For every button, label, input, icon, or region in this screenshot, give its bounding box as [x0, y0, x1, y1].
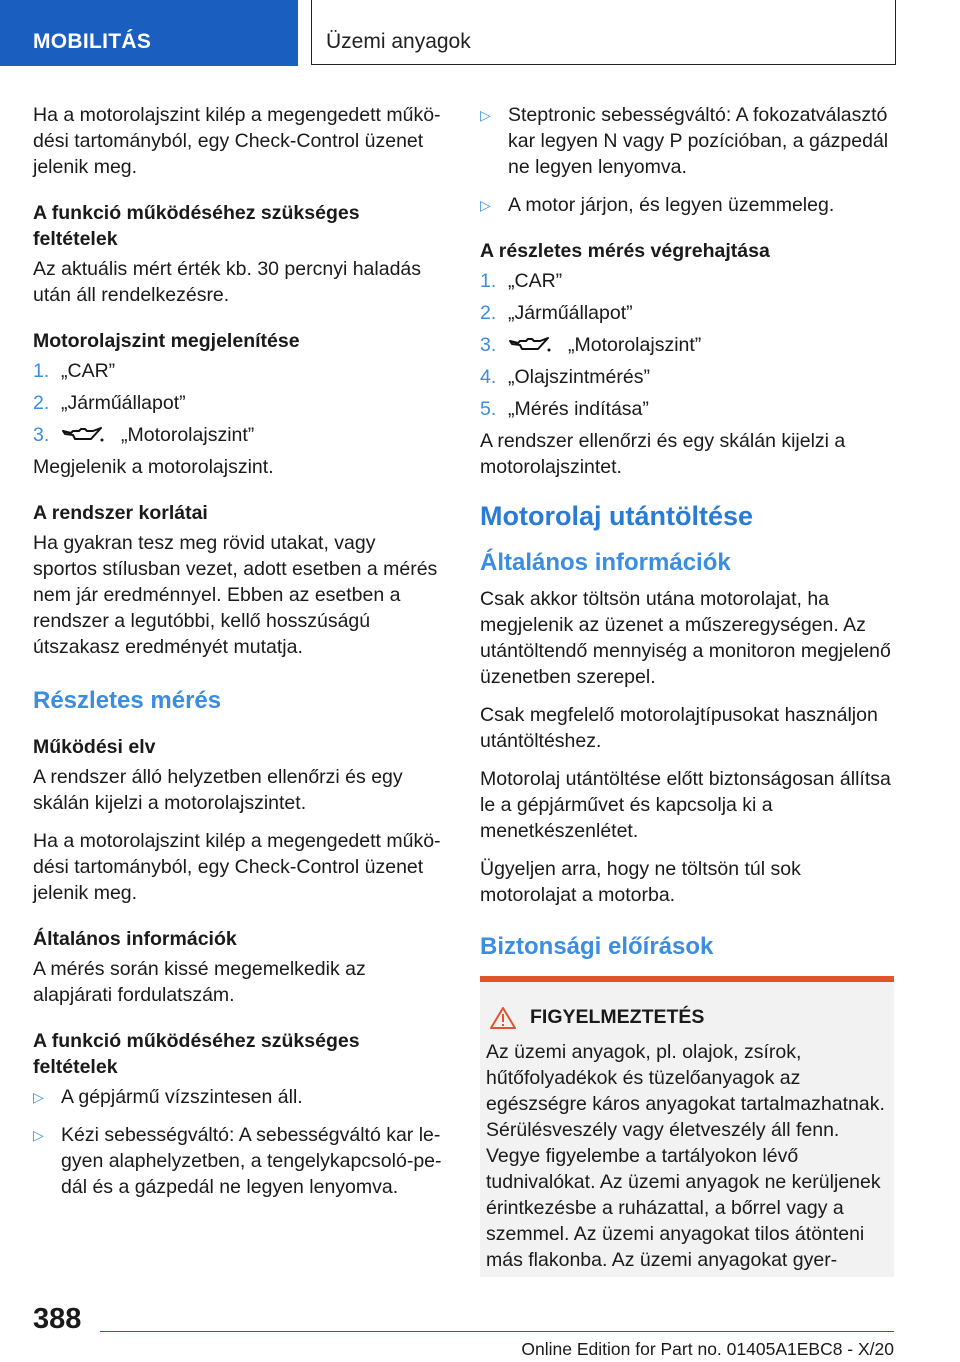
triangle-bullet-icon: ▷	[480, 107, 491, 123]
warning-title-row	[486, 1006, 886, 1029]
paragraph: A mérés során kissé megemelkedik az alapjárati fordulatszám.	[33, 958, 366, 1006]
triangle-bullet-icon: ▷	[480, 197, 491, 213]
list-item	[480, 268, 894, 294]
step-number: 1.	[33, 360, 50, 382]
footer-rule	[100, 1331, 894, 1332]
section-heading-refill: Motorolaj utántöltése	[480, 501, 754, 531]
step-text: „Motorolajszint”	[568, 334, 702, 356]
subheading-conditions: A funkció működéséhez szükséges feltételek	[33, 202, 360, 250]
header-section-tab	[0, 0, 298, 66]
step-text: „Járműállapot”	[508, 302, 633, 324]
step-text: „Mérés indítása”	[508, 398, 649, 420]
list-item	[33, 422, 443, 448]
list-item-text: A gépjármű vízszintesen áll.	[61, 1086, 303, 1108]
step-number: 2.	[480, 302, 497, 324]
warning-triangle-icon	[490, 1007, 516, 1029]
step-text: „CAR”	[61, 360, 116, 382]
step-text: „Olajszintmérés”	[508, 366, 650, 388]
list-item	[480, 332, 894, 358]
warning-box	[480, 976, 894, 1277]
paragraph: Megjelenik a motorolajszint.	[33, 456, 274, 478]
step-number: 1.	[480, 270, 497, 292]
list-item	[33, 1122, 443, 1200]
list-item-text: A motor járjon, és legyen üzemmeleg.	[508, 194, 835, 216]
subheading-general: Általános információk	[33, 928, 237, 950]
paragraph: Csak akkor töltsön utána motorolajat, ha megjelenik az üzenet a műszeregységen. Az utántöltendő mennyiség a monitoron megjelenő üzenetben szerepel.	[480, 588, 891, 688]
subheading-limits: A rendszer korlátai	[33, 502, 208, 524]
oil-can-icon	[61, 425, 105, 445]
subheading-conditions-2: A funkció működéséhez szükséges feltételek	[33, 1030, 360, 1078]
oil-can-icon	[508, 335, 552, 355]
step-number: 4.	[480, 366, 497, 388]
section-heading-general: Általános információk	[480, 549, 731, 576]
footer-edition: Online Edition for Part no. 01405A1EBC8 - X/20	[521, 1339, 894, 1359]
subheading-principle: Működési elv	[33, 736, 156, 758]
list-item-text: Steptronic sebességváltó: A fokozatválasztó kar legyen N vagy P pozícióban, a gázpedál ne legyen lenyomva.	[508, 104, 889, 178]
step-number: 3.	[33, 424, 50, 446]
list-item	[480, 300, 894, 326]
triangle-bullet-icon: ▷	[33, 1089, 44, 1105]
subheading-display: Motorolajszint megjelenítése	[33, 330, 300, 352]
step-text: „Járműállapot”	[61, 392, 186, 414]
list-item	[33, 390, 443, 416]
warning-text: Az üzemi anyagok, pl. olajok, zsírok, hűtőfolyadékok és tüzelőanyagok az egészségre káros anyagokat tartalmazhatnak. Sérülésveszély vagy életveszély áll fenn. Vegye figyelembe a tartályokon lévő tudnivalókat. Az üzemi anyagok ne kerüljenek érintkezésbe a ruházattal, a bőrrel vagy a szemmel. Az üzemi anyagokat tilos átönteni más flakonba. Az üzemi anyagokat gyer-	[486, 1041, 885, 1271]
subheading-execution: A részletes mérés végrehajtása	[480, 240, 770, 262]
step-text: „CAR”	[508, 270, 563, 292]
header-title-box	[311, 0, 896, 65]
right-column	[480, 102, 894, 1277]
page-number: 388	[33, 1303, 82, 1335]
list-item	[480, 364, 894, 390]
left-column	[33, 102, 443, 1212]
warning-title: FIGYELMEZTETÉS	[530, 1006, 705, 1028]
paragraph: Ha a motorolajszint kilép a megengedett működési tartományból, egy Check-Control üzenet jelenik meg.	[33, 104, 441, 178]
paragraph: A rendszer ellenőrzi és egy skálán kijelzi a motorolajszintet.	[480, 430, 846, 478]
paragraph: Ügyeljen arra, hogy ne töltsön túl sok motorolajat a motorba.	[480, 858, 801, 906]
warning-content	[480, 982, 894, 1277]
step-number: 2.	[33, 392, 50, 414]
paragraph: Az aktuális mért érték kb. 30 percnyi haladás után áll rendelkezésre.	[33, 258, 422, 306]
step-number: 5.	[480, 398, 497, 420]
paragraph: Ha a motorolajszint kilép a megengedett működési tartományból, egy Check-Control üzenet jelenik meg.	[33, 830, 441, 904]
list-item-text: Kézi sebességváltó: A sebességváltó kar legyen alaphelyzetben, a tengelykapcsoló-pedál és a gázpedál ne legyen lenyomva.	[61, 1124, 442, 1198]
list-item	[33, 1084, 443, 1110]
list-item	[480, 102, 894, 180]
paragraph: Csak megfelelő motorolajtípusokat használjon utántöltéshez.	[480, 704, 878, 752]
section-heading-detail: Részletes mérés	[33, 687, 222, 714]
list-item	[480, 396, 894, 422]
paragraph: Ha gyakran tesz meg rövid utakat, vagy sportos stílusban vezet, adott esetben a mérés nem jár eredménnyel. Ebben az esetben a rendszer a legutóbbi, kellő hosszúságú útszakasz eredményét mutatja.	[33, 532, 438, 658]
header-section-label: MOBILITÁS	[33, 30, 152, 53]
list-item	[33, 358, 443, 384]
paragraph: A rendszer álló helyzetben ellenőrzi és egy skálán kijelzi a motorolajszintet.	[33, 766, 403, 814]
step-number: 3.	[480, 334, 497, 356]
step-text: „Motorolajszint”	[121, 424, 255, 446]
section-heading-safety: Biztonsági előírások	[480, 933, 714, 960]
triangle-bullet-icon: ▷	[33, 1127, 44, 1143]
paragraph: Motorolaj utántöltése előtt biztonságosan állítsa le a gépjárművet és kapcsolja ki a menetkészenlétet.	[480, 768, 891, 842]
list-item	[480, 192, 894, 218]
header-title: Üzemi anyagok	[326, 30, 471, 53]
